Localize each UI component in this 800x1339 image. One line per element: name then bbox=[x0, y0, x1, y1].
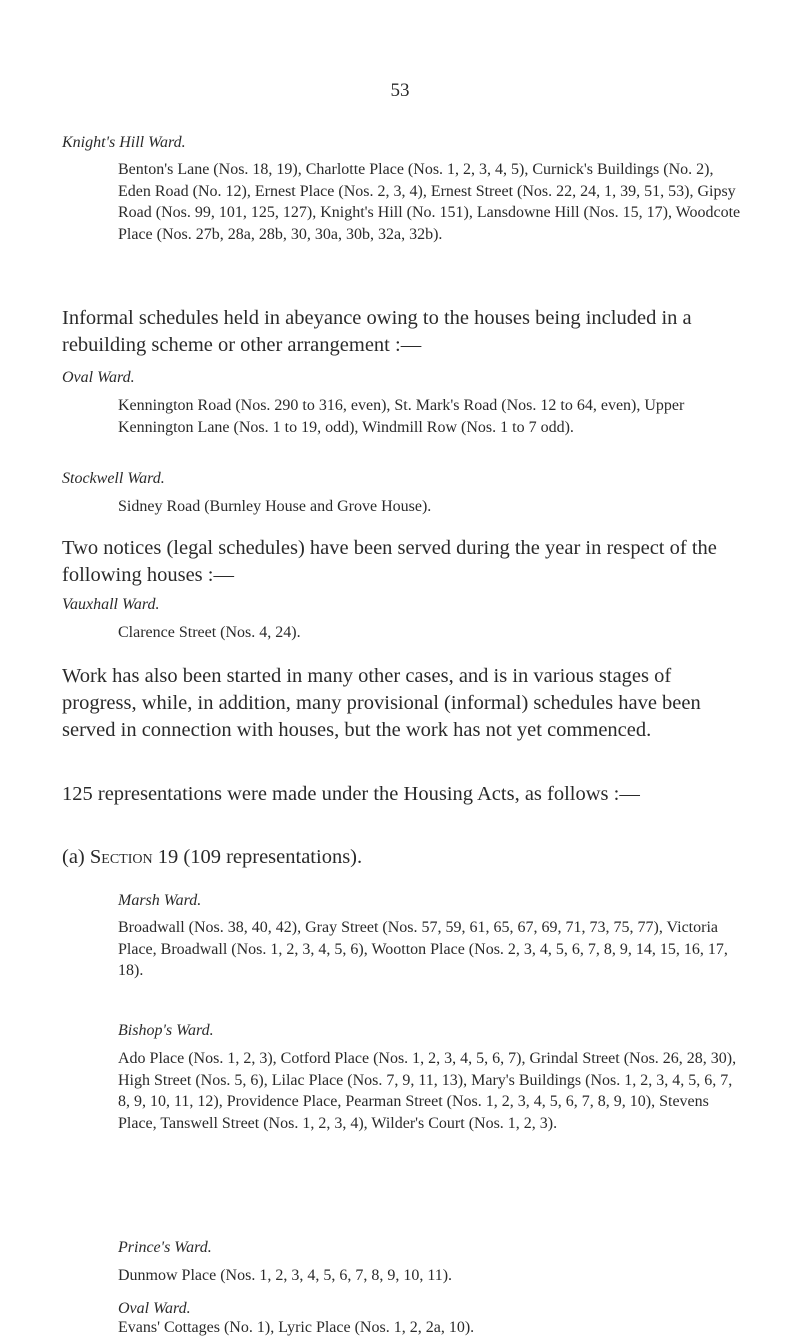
ward-entries-stockwell: Sidney Road (Burnley House and Grove House). bbox=[118, 498, 432, 515]
ward-heading-oval-1: Oval Ward. bbox=[62, 369, 135, 386]
section-rest: 19 (109 representations). bbox=[157, 846, 363, 868]
ward-entries-oval-1: Kennington Road (Nos. 290 to 316, even), St. Mark's Road (Nos. 12 to 64, even), Upper Kennington Lane (Nos. 1 to 19, odd), Windmill Row (Nos. 1 to 7 odd). bbox=[118, 397, 685, 436]
page-number: 53 bbox=[390, 80, 410, 101]
ward-heading-knights-hill: Knight's Hill Ward. bbox=[62, 134, 186, 151]
ward-entries-marsh: Broadwall (Nos. 38, 40, 42), Gray Street (Nos. 57, 59, 61, 65, 67, 69, 71, 73, 75, 77), Victoria Place, Broadwall (Nos. 1, 2, 3, 4, 5, 6), Wootton Place (Nos. 2, 3, 4, 5, 6, 7, 8, 9, 14, 15, 16, 17, 18). bbox=[118, 919, 728, 979]
ward-heading-stockwell: Stockwell Ward. bbox=[62, 470, 165, 487]
ward-entries-bishops: Ado Place (Nos. 1, 2, 3), Cotford Place (Nos. 1, 2, 3, 4, 5, 6, 7), Grindal Street (Nos. 26, 28, 30), High Street (Nos. 5, 6), Lilac Place (Nos. 7, 9, 11, 13), Mary's Buildings (Nos. 1, 2, 3, 4, 5, 6, 7, 8, 9, 10, 11, 12), Providence Place, Pearman Street (Nos. 1, 2, 3, 4, 5, 6, 7, 8, 9, 10), Stevens Place, Tanswell Street (Nos. 1, 2, 3, 4), Wilder's Court (Nos. 1, 2, 3). bbox=[118, 1050, 737, 1132]
ward-entries-princes: Dunmow Place (Nos. 1, 2, 3, 4, 5, 6, 7, 8, 9, 10, 11). bbox=[118, 1267, 453, 1284]
ward-heading-oval-2: Oval Ward. bbox=[118, 1300, 191, 1317]
paragraph-work-started: Work has also been started in many other cases, and is in various stages of progress, while, in addition, many provisional (informal) schedules have been served in connection with houses, but the work has not yet commenced. bbox=[62, 665, 701, 741]
paragraph-representations: 125 representations were made under the Housing Acts, as follows :— bbox=[62, 783, 640, 805]
section-heading bbox=[62, 846, 362, 869]
ward-entries-vauxhall: Clarence Street (Nos. 4, 24). bbox=[118, 624, 301, 641]
ward-heading-bishops: Bishop's Ward. bbox=[118, 1022, 214, 1039]
section-word: Section bbox=[89, 846, 153, 868]
ward-heading-vauxhall: Vauxhall Ward. bbox=[62, 596, 160, 613]
paragraph-informal-schedules: Informal schedules held in abeyance owing to the houses being included in a rebuilding scheme or other arrangement :— bbox=[62, 307, 692, 356]
ward-heading-princes: Prince's Ward. bbox=[118, 1239, 212, 1256]
ward-entries-oval-2: Evans' Cottages (No. 1), Lyric Place (Nos. 1, 2, 2a, 10). bbox=[118, 1319, 475, 1336]
ward-entries-knights-hill: Benton's Lane (Nos. 18, 19), Charlotte Place (Nos. 1, 2, 3, 4, 5), Curnick's Buildings (No. 2), Eden Road (No. 12), Ernest Place (Nos. 2, 3, 4), Ernest Street (Nos. 22, 24, 1, 39, 51, 53), Gipsy Road (Nos. 99, 101, 125, 127), Knight's Hill (No. 151), Lansdowne Hill (Nos. 15, 17), Woodcote Place (Nos. 27b, 28a, 28b, 30, 30a, 30b, 32a, 32b). bbox=[118, 161, 741, 243]
paragraph-two-notices: Two notices (legal schedules) have been served during the year in respect of the following houses :— bbox=[62, 537, 717, 586]
section-label: (a) bbox=[62, 846, 85, 868]
ward-heading-marsh: Marsh Ward. bbox=[118, 892, 202, 909]
